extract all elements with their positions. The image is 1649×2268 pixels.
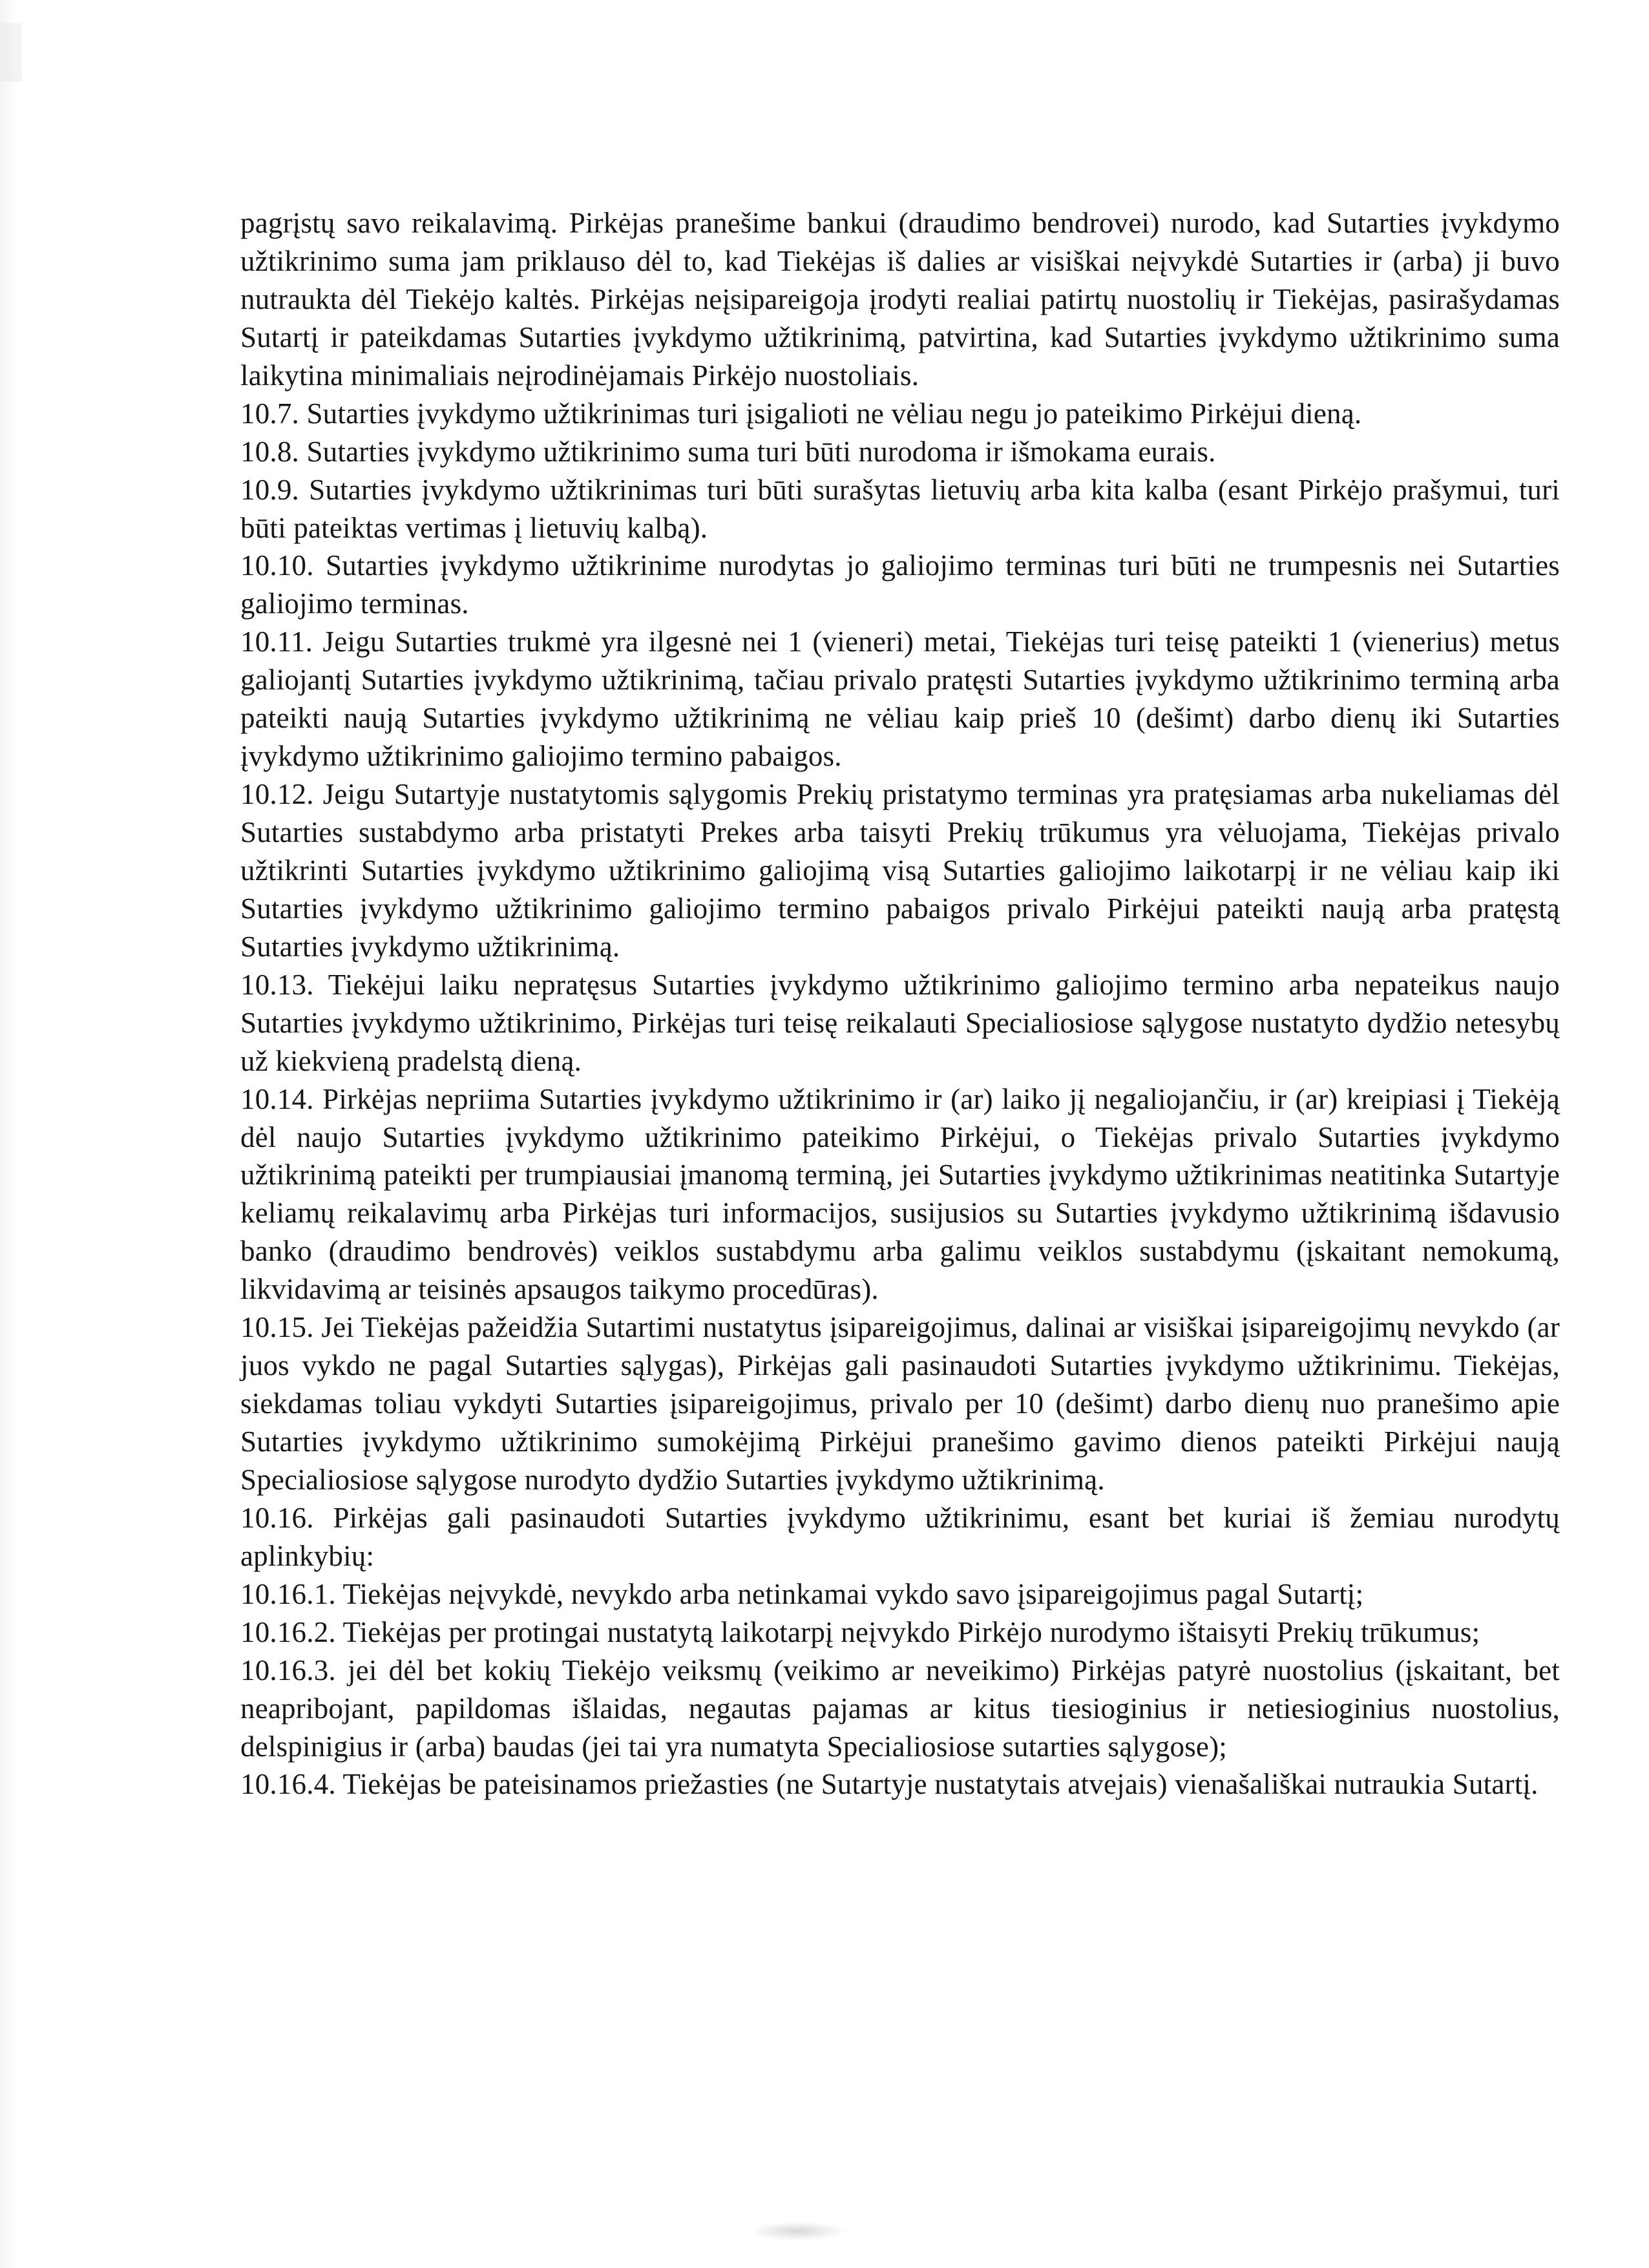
clause-10-16-3: 10.16.3. jei dėl bet kokių Tiekėjo veiksmų (veikimo ar neveikimo) Pirkėjas patyrė nuostolius (įskaitant, bet neapribojant, papildomas išlaidas, negautas pajamas ar kitus tiesioginius ir netiesioginius nuostolius, delspinigius ir (arba) baudas (jei tai yra numatyta Specialiosiose sutarties sąlygose); (240, 1654, 1560, 1763)
paragraph-continuation: pagrįstų savo reikalavimą. Pirkėjas pranešime bankui (draudimo bendrovei) nurodo, kad Sutarties įvykdymo užtikrinimo suma jam priklauso dėl to, kad Tiekėjas iš dalies ar visiškai neįvykdė Sutarties ir (arba) ji buvo nutraukta dėl Tiekėjo kaltės. Pirkėjas neįsipareigoja įrodyti realiai patirtų nuostolių ir Tiekėjas, pasirašydamas Sutartį ir pateikdamas Sutarties įvykdymo užtikrinimą, patvirtina, kad Sutarties įvykdymo užtikrinimo suma laikytina minimaliais neįrodinėjamais Pirkėjo nuostoliais. (240, 207, 1560, 392)
clause-10-15: 10.15. Jei Tiekėjas pažeidžia Sutartimi nustatytus įsipareigojimus, dalinai ar visiškai įsipareigojimų nevykdo (ar juos vykdo ne pagal Sutarties sąlygas), Pirkėjas gali pasinaudoti Sutarties įvykdymo užtikrinimu. Tiekėjas, siekdamas toliau vykdyti Sutarties įsipareigojimus, privalo per 10 (dešimt) darbo dienų nuo pranešimo apie Sutarties įvykdymo užtikrinimo sumokėjimą Pirkėjui pranešimo gavimo dienos pateikti Pirkėjui naują Specialiosiose sąlygose nurodyto dydžio Sutarties įvykdymo užtikrinimą. (240, 1311, 1560, 1496)
clause-10-16: 10.16. Pirkėjas gali pasinaudoti Sutarties įvykdymo užtikrinimu, esant bet kuriai iš žemiau nurodytų aplinkybių: (240, 1501, 1560, 1572)
clause-10-14: 10.14. Pirkėjas nepriima Sutarties įvykdymo užtikrinimo ir (ar) laiko jį negaliojančiu, ir (ar) kreipiasi į Tiekėją dėl naujo Sutarties įvykdymo užtikrinimo pateikimo Pirkėjui, o Tiekėjas privalo Sutarties įvykdymo užtikrinimą pateikti per trumpiausiai įmanomą terminą, jei Sutarties įvykdymo užtikrinimas neatitinka Sutartyje keliamų reikalavimų arba Pirkėjas turi informacijos, susijusios su Sutarties įvykdymo užtikrinimą išdavusio banko (draudimo bendrovės) veiklos sustabdymu arba galimu veiklos sustabdymu (įskaitant nemokumą, likvidavimą ar teisinės apsaugos taikymo procedūras). (240, 1082, 1560, 1306)
scan-corner-artifact (0, 23, 22, 81)
clause-10-16-1: 10.16.1. Tiekėjas neįvykdė, nevykdo arba netinkamai vykdo savo įsipareigojimus pagal Sutartį; (240, 1577, 1364, 1610)
scan-edge-artifact (0, 0, 18, 2268)
clause-10-16-2: 10.16.2. Tiekėjas per protingai nustatytą laikotarpį neįvykdo Pirkėjo nurodymo ištaisyti Prekių trūkumus; (240, 1615, 1480, 1648)
clause-10-12: 10.12. Jeigu Sutartyje nustatytomis sąlygomis Prekių pristatymo terminas yra pratęsiamas arba nukeliamas dėl Sutarties sustabdymo arba pristatyti Prekes arba taisyti Prekių trūkumus yra vėluojama, Tiekėjas privalo užtikrinti Sutarties įvykdymo užtikrinimo galiojimą visą Sutarties galiojimo laikotarpį ir ne vėliau kaip iki Sutarties įvykdymo užtikrinimo galiojimo termino pabaigos privalo Pirkėjui pateikti naują arba pratęstą Sutarties įvykdymo užtikrinimą. (240, 778, 1560, 963)
contract-text-block (240, 204, 1560, 1803)
clause-10-10: 10.10. Sutarties įvykdymo užtikrinime nurodytas jo galiojimo terminas turi būti ne trumpesnis nei Sutarties galiojimo terminas. (240, 549, 1560, 620)
clause-10-11: 10.11. Jeigu Sutarties trukmė yra ilgesnė nei 1 (vieneri) metai, Tiekėjas turi teisę pateikti 1 (vienerius) metus galiojantį Sutarties įvykdymo užtikrinimą, tačiau privalo pratęsti Sutarties įvykdymo užtikrinimo terminą arba pateikti naują Sutarties įvykdymo užtikrinimą ne vėliau kaip prieš 10 (dešimt) darbo dienų iki Sutarties įvykdymo užtikrinimo galiojimo termino pabaigos. (240, 625, 1560, 773)
scan-smudge-artifact (750, 2221, 846, 2241)
clause-10-8: 10.8. Sutarties įvykdymo užtikrinimo suma turi būti nurodoma ir išmokama eurais. (240, 435, 1216, 468)
clause-10-13: 10.13. Tiekėjui laiku nepratęsus Sutarties įvykdymo užtikrinimo galiojimo termino arba nepateikus naujo Sutarties įvykdymo užtikrinimo, Pirkėjas turi teisę reikalauti Specialiosiose sąlygose nustatyto dydžio netesybų už kiekvieną pradelstą dieną. (240, 968, 1560, 1077)
clause-10-16-4: 10.16.4. Tiekėjas be pateisinamos priežasties (ne Sutartyje nustatytais atvejais) vienašališkai nutraukia Sutartį. (240, 1768, 1539, 1801)
clause-10-7: 10.7. Sutarties įvykdymo užtikrinimas turi įsigalioti ne vėliau negu jo pateikimo Pirkėjui dieną. (240, 397, 1362, 430)
clause-10-9: 10.9. Sutarties įvykdymo užtikrinimas turi būti surašytas lietuvių arba kita kalba (esant Pirkėjo prašymui, turi būti pateiktas vertimas į lietuvių kalbą). (240, 473, 1560, 544)
